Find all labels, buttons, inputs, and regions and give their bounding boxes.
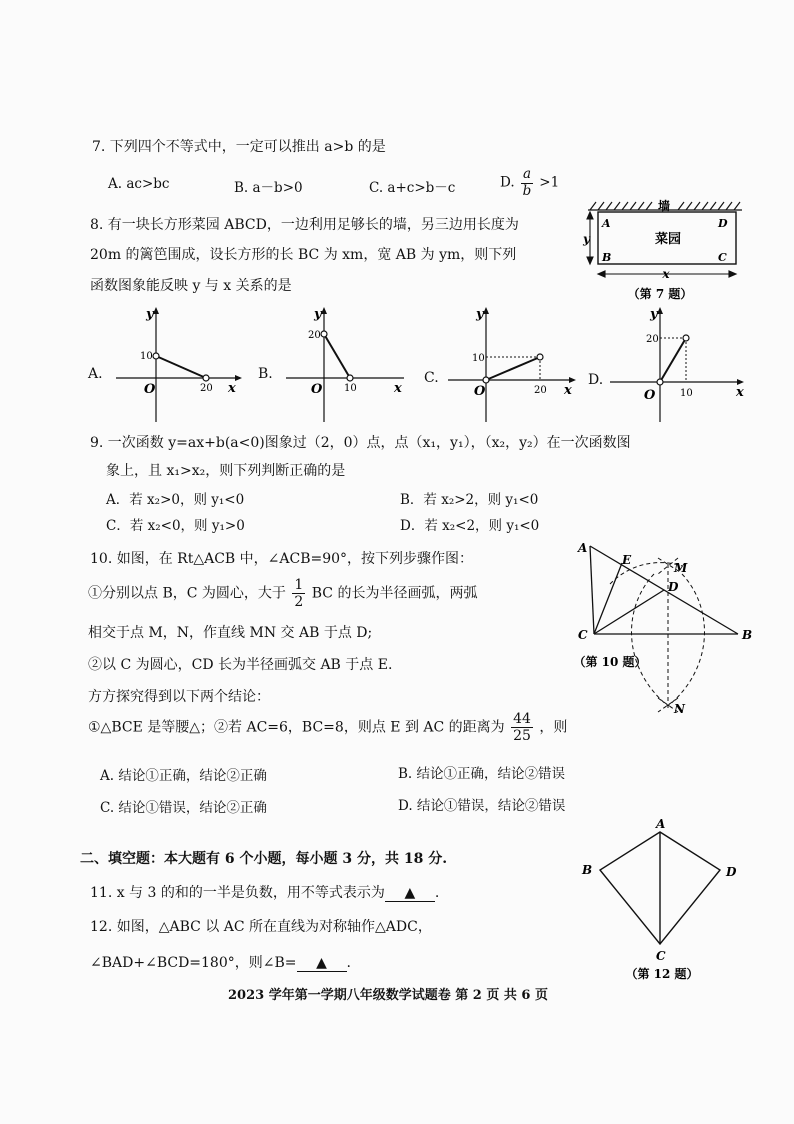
q12-end: . (346, 955, 351, 971)
graph-c-option: C. (424, 370, 439, 386)
graph-a-y-label: y (146, 307, 154, 322)
segment-ac (590, 546, 594, 634)
graph-d-open-point-end (683, 335, 689, 341)
q10-label-c: C (578, 628, 588, 642)
q10-option-b: B. 结论①正确，结论②错误 (398, 766, 566, 782)
q7-option-d (500, 168, 559, 198)
q9-option-b: B．若 x₂>2，则 y₁<0 (400, 492, 539, 508)
q10-line6-pre: ①△BCE 是等腰△；②若 AC=6，BC=8，则点 E 到 AC 的距离为 (88, 719, 505, 736)
graph-a-x-label: x (228, 381, 236, 396)
graph-a-y-arrow (153, 307, 159, 314)
q9-line1: 9. 一次函数 y=ax+b(a<0)图象过（2，0）点，点（x₁，y₁），（x₂，y₂）在一次函数图 (90, 435, 631, 451)
graph-d-option: D. (588, 372, 604, 388)
graph-c-y-arrow (483, 307, 489, 314)
graph-a-origin: O (144, 382, 156, 397)
graph-d-tick-x: 10 (680, 388, 693, 399)
q10-step1-fraction (292, 578, 305, 609)
q7-option-c: C. a+c>b－c (369, 180, 456, 196)
graph-b-y-label: y (314, 307, 322, 322)
graph-c-segment (486, 357, 540, 380)
q7-option-d-prefix: D. (500, 174, 515, 191)
q11 (90, 882, 439, 902)
graph-d-y-arrow (657, 307, 663, 314)
graph-c-tick-x: 20 (534, 385, 547, 396)
q8-line1: 8. 有一块长方形菜园 ABCD，一边利用足够长的墙，另三边用长度为 (90, 217, 519, 233)
graph-c-x-label: x (564, 383, 572, 398)
q7-option-d-suffix: >1 (539, 174, 560, 191)
q11-text: 11. x 与 3 的和的一半是负数，用不等式表示为 (90, 885, 385, 901)
graph-d-segment (660, 338, 686, 382)
graph-c-y-label: y (476, 307, 484, 322)
graph-b (284, 302, 414, 424)
q10-label-n: N (674, 702, 685, 716)
garden-label: 菜园 (654, 232, 682, 247)
segment-cd (594, 590, 664, 634)
q7-option-b: B. a－b>0 (234, 180, 303, 196)
graph-c-open-point-end (537, 354, 543, 360)
q12-label-b: B (582, 863, 593, 877)
q10-figure (570, 538, 760, 718)
graph-a-open-point-y (153, 353, 159, 359)
q12-line1: 12. 如图，△ABC 以 AC 所在直线为对称轴作△ADC， (90, 919, 432, 935)
wall-label: 墙 (657, 199, 671, 213)
y-dimension-label: y (583, 232, 590, 246)
graph-c-open-point-origin (483, 377, 489, 383)
vertex-c: C (718, 251, 727, 264)
graph-d-y-label: y (650, 307, 658, 322)
q12-blank: ▲ (297, 955, 347, 972)
graph-b-y-arrow (321, 307, 327, 314)
graph-b-open-point-y (321, 331, 327, 337)
graph-d-x-label: x (736, 385, 744, 400)
q12-label-d: D (726, 865, 737, 879)
graph-d-open-point-origin (657, 379, 663, 385)
q11-end: . (434, 885, 440, 901)
q10-step1-pre: ①分别以点 B，C 为圆心，大于 (88, 585, 286, 602)
q10-label-m: M (674, 561, 688, 575)
graph-a-tick-x: 20 (200, 383, 213, 394)
q9-option-c: C．若 x₂<0，则 y₁>0 (106, 518, 245, 534)
q10-line6 (88, 712, 567, 743)
graph-a-option: A. (88, 366, 103, 382)
q9-line2: 象上，且 x₁>x₂，则下列判断正确的是 (106, 463, 346, 479)
graph-b-segment (324, 334, 350, 378)
arc-left (632, 574, 668, 706)
q7-stem: 7. 下列四个不等式中，一定可以推出 a>b 的是 (92, 139, 386, 155)
graph-b-open-point-x (347, 375, 353, 381)
q12-line2-text: ∠BAD+∠BCD=180°，则∠B= (90, 955, 297, 971)
segment-ce (594, 563, 622, 634)
q7-option-d-num: a (522, 166, 531, 182)
vertex-a: A (602, 217, 611, 230)
graph-a-x-arrow (235, 375, 242, 381)
q10-line4: ②以 C 为圆心，CD 长为半径画弧交 AB 于点 E. (88, 657, 393, 673)
graph-a (114, 302, 244, 424)
q10-line1: 10. 如图，在 Rt△ACB 中，∠ACB=90°，按下列步骤作图： (90, 551, 474, 567)
x-dimension-label: x (662, 267, 670, 281)
q10-line6-fraction (511, 712, 533, 743)
q7-option-d-fraction (521, 168, 533, 198)
q12-label-c: C (656, 949, 666, 963)
q10-caption: （第 10 题） (573, 655, 647, 669)
q10-line6-num: 44 (513, 711, 531, 727)
q8-line2: 20m 的篱笆围成，设长方形的长 BC 为 xm，宽 AB 为 ym，则下列 (90, 247, 517, 263)
q10-label-a: A (578, 541, 588, 555)
q10-option-d: D. 结论①错误，结论②错误 (398, 798, 566, 814)
graph-b-option: B. (258, 366, 273, 382)
graph-a-open-point-x (203, 375, 209, 381)
q10-label-e: E (622, 553, 632, 567)
q10-line3: 相交于点 M，N，作直线 MN 交 AB 于点 D; (88, 625, 373, 641)
graph-b-x-label: x (394, 381, 402, 396)
garden-caption: （第 7 题） (627, 287, 693, 301)
graph-b-tick-x: 10 (344, 383, 357, 394)
q8-line3: 函数图象能反映 y 与 x 关系的是 (90, 278, 292, 294)
q7-option-d-den: b (522, 182, 532, 199)
q11-blank: ▲ (385, 885, 435, 902)
q10-option-a: A. 结论①正确，结论②正确 (100, 768, 267, 784)
q10-step1-num: 1 (294, 577, 304, 593)
graph-a-segment (156, 356, 206, 378)
graph-d (608, 302, 748, 424)
garden-figure (580, 198, 750, 306)
q12-caption: （第 12 题） (625, 967, 699, 981)
q10-line6-den: 25 (513, 728, 531, 744)
q10-step1-post: BC 的长为半径画弧，两弧 (311, 585, 478, 602)
q12-label-a: A (656, 818, 666, 831)
q10-option-c: C. 结论①错误，结论②正确 (100, 800, 267, 816)
q10-step1-den: 2 (294, 594, 304, 610)
vertex-b: B (602, 251, 612, 264)
q9-option-d: D．若 x₂<2，则 y₁<0 (400, 518, 540, 534)
q9-option-a: A．若 x₂>0，则 y₁<0 (106, 492, 245, 508)
graph-c-tick-y: 10 (472, 353, 485, 364)
q10-label-b: B (742, 628, 753, 642)
q12-line2 (90, 952, 351, 972)
vertex-d: D (718, 217, 728, 230)
q12-figure (576, 818, 746, 986)
q10-line6-post: ，则 (539, 719, 568, 736)
graph-b-tick-y: 20 (308, 330, 321, 341)
graph-b-origin: O (311, 382, 323, 397)
graph-c-origin: O (474, 384, 486, 399)
section2-title: 二、填空题：本大题有 6 个小题，每小题 3 分，共 18 分. (80, 851, 448, 867)
q10-label-d: D (668, 580, 679, 594)
graph-c (446, 302, 582, 424)
q10-step1 (88, 578, 477, 609)
graph-d-tick-y: 20 (646, 334, 659, 345)
graph-a-tick-y: 10 (140, 351, 153, 362)
graph-d-origin: O (644, 388, 656, 403)
q10-line5: 方方探究得到以下两个结论： (88, 689, 270, 705)
q7-option-a: A. ac>bc (108, 176, 170, 192)
page-footer: 2023 学年第一学期八年级数学试题卷 第 2 页 共 6 页 (228, 988, 548, 1003)
